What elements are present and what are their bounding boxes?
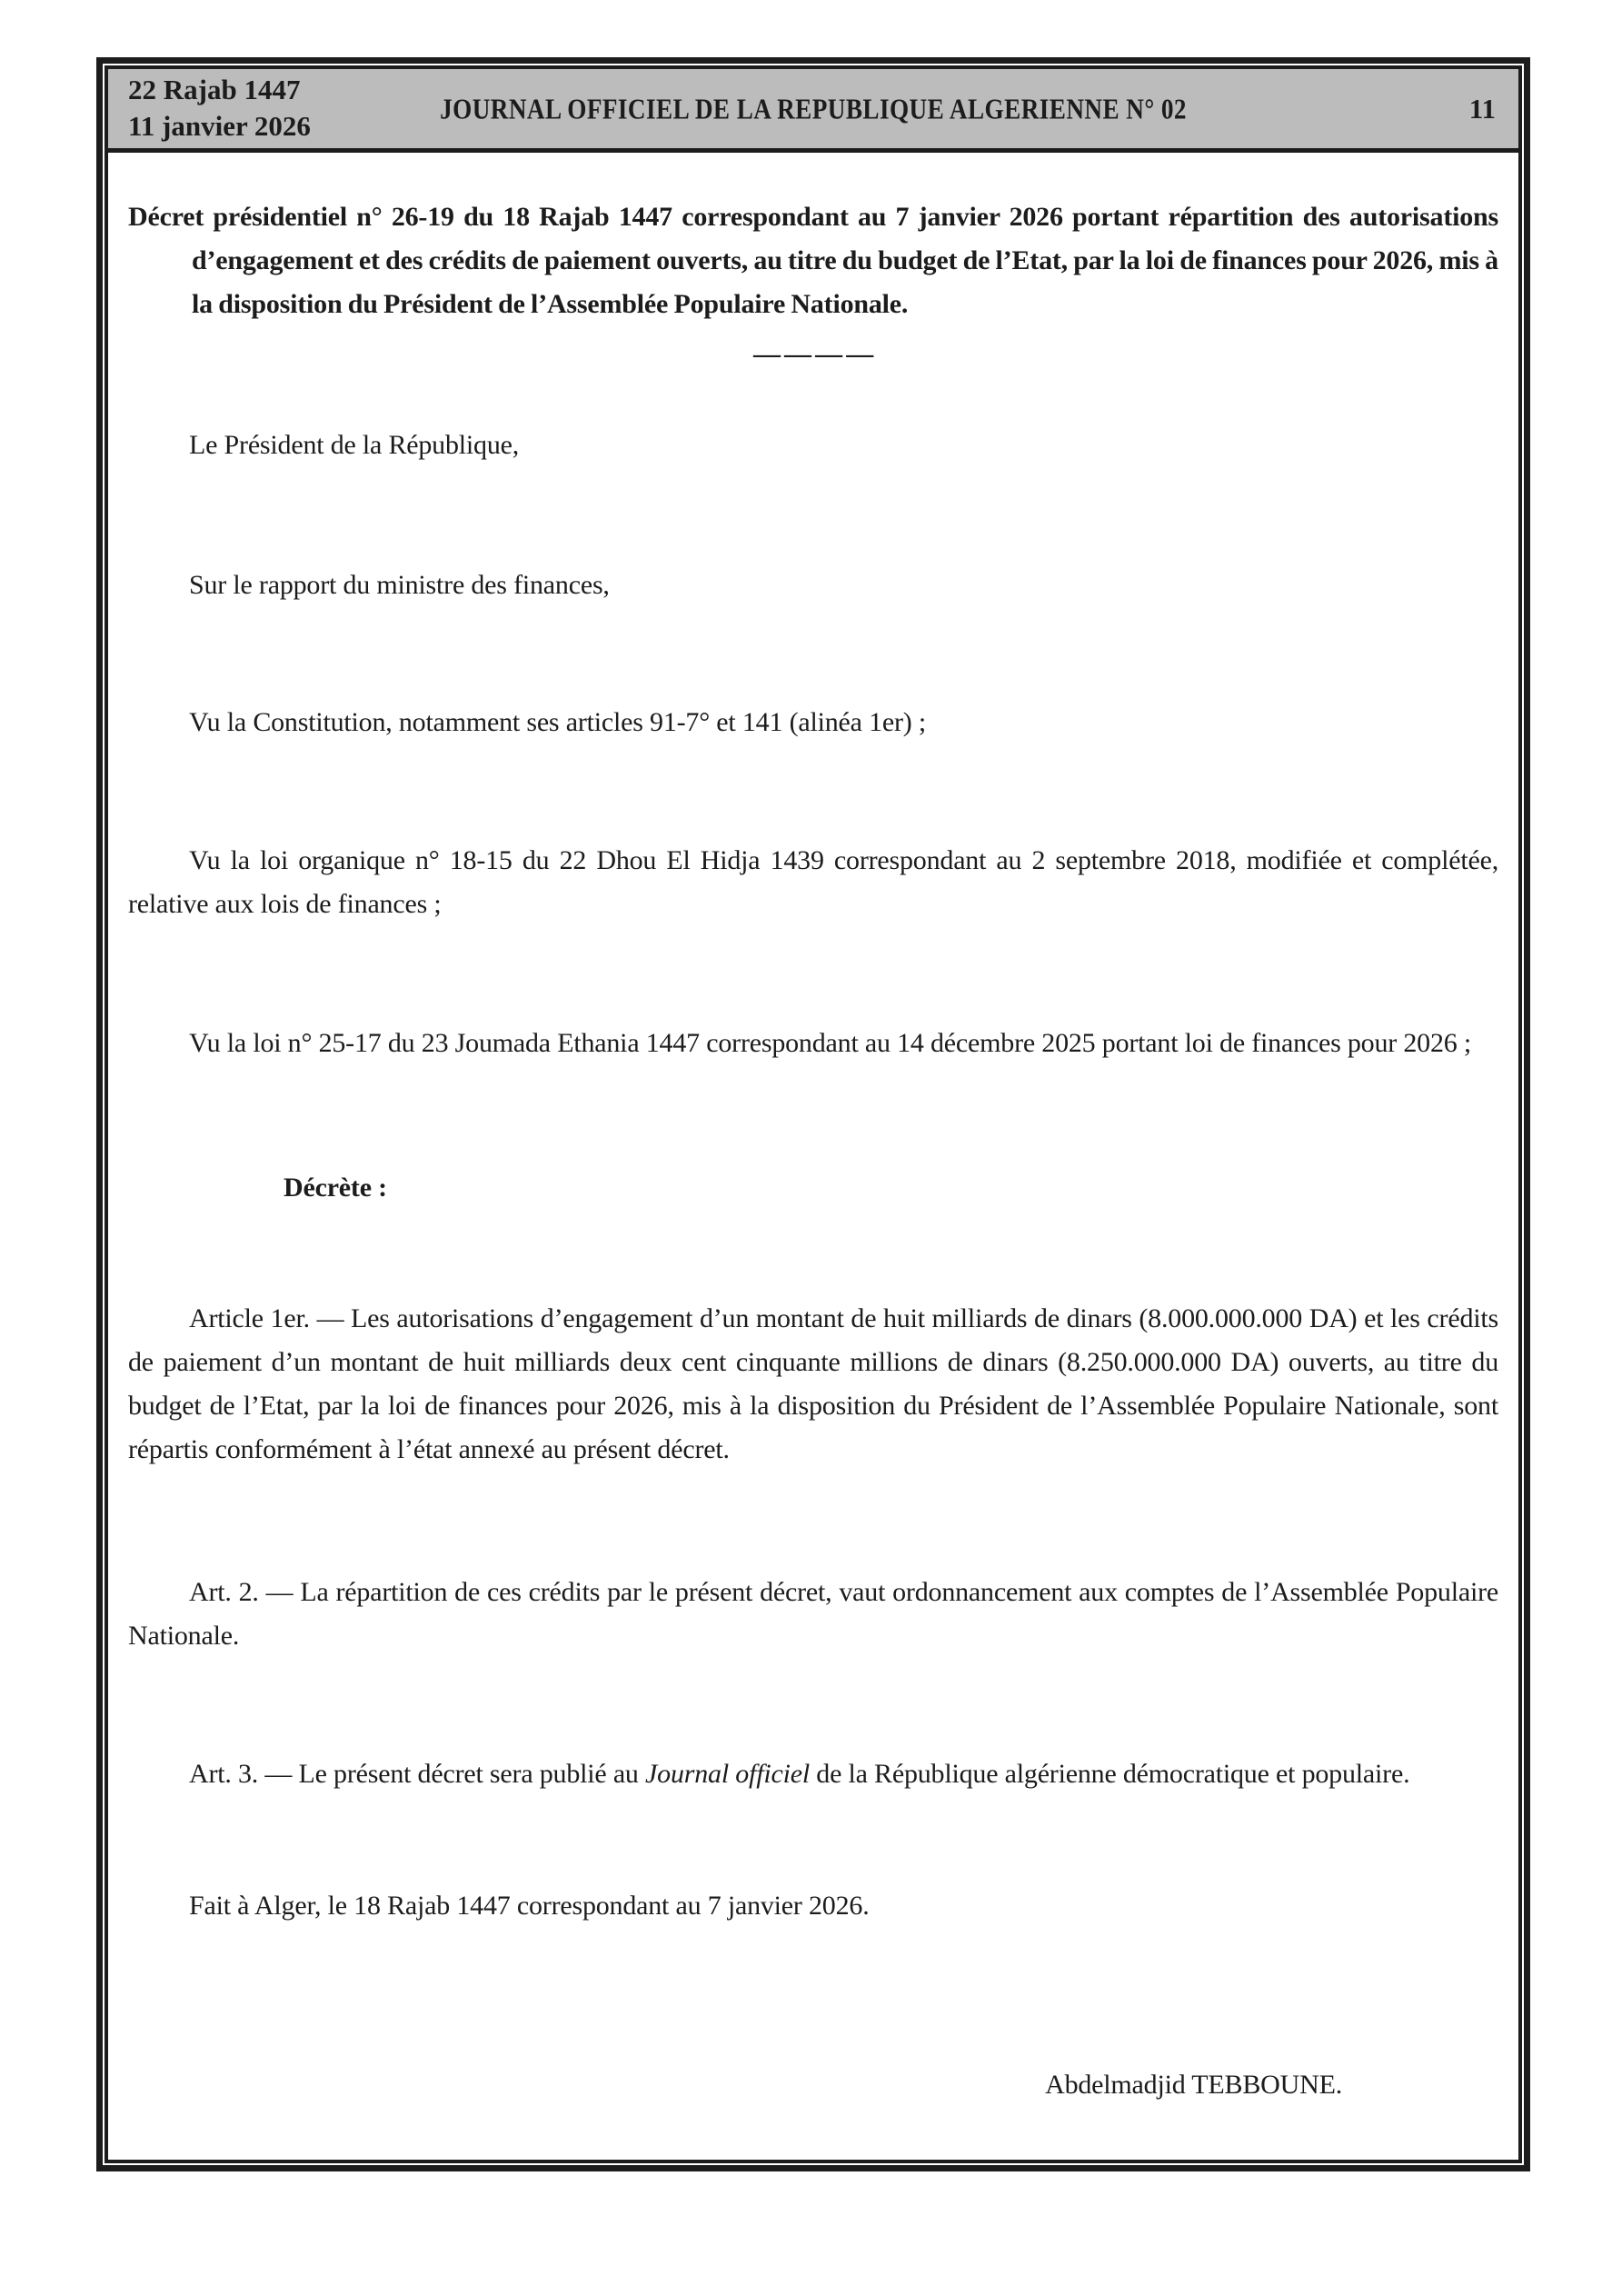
header-date-hijri: 22 Rajab 1447	[128, 74, 301, 105]
article-1-paragraph: Article 1er. — Les autorisations d’engagement d’un montant de huit milliards de dinars (8.000.000.000 DA) et les crédits de paiement d’un montant de huit milliards deux cent cinquante millions de dinars (8.250.000.000 DA) ouverts, au titre du budget de l’Etat, par la loi de finances pour 2026, mis à la disposition du Président de l’Assemblée Populaire Nationale, sont répartis conformément à l’état annexé au présent décret.	[128, 1303, 1498, 1464]
decree-body	[108, 195, 1518, 2107]
header-date-gregorian: 11 janvier 2026	[128, 110, 311, 142]
article-3-paragraph	[128, 1752, 1498, 1796]
journal-title: JOURNAL OFFICIEL DE LA REPUBLIQUE ALGERIENNE N° 02	[440, 92, 1187, 125]
preamble-loi-organique: Vu la loi organique n° 18-15 du 22 Dhou El Hidja 1439 correspondant au 2 septembre 2018, modifiée et complétée, relative aux lois de finances ;	[128, 845, 1498, 919]
article-3-prefix: Art. 3. — Le présent décret sera publié au	[189, 1759, 646, 1789]
signature: Abdelmadjid TEBBOUNE.	[1045, 2070, 1342, 2100]
decree-title: Décret présidentiel n° 26-19 du 18 Rajab 1447 correspondant au 7 janvier 2026 portant répartition des autorisations d’engagement et des crédits de paiement ouverts, au titre du budget de l’Etat, par la loi de finances pour 2026, mis à la disposition du Président de l’Assemblée Populaire Nationale.	[128, 202, 1498, 319]
page-border-outer	[96, 57, 1530, 2171]
preamble-constitution: Vu la Constitution, notamment ses articles 91-7° et 141 (alinéa 1er) ;	[189, 707, 927, 737]
closing-paragraph: Fait à Alger, le 18 Rajab 1447 correspondant au 7 janvier 2026.	[189, 1891, 870, 1921]
decrete-label: Décrète :	[284, 1173, 387, 1203]
preamble-rapport: Sur le rapport du ministre des finances,	[189, 570, 610, 600]
page-border-inner	[104, 65, 1522, 2163]
header-band	[108, 69, 1518, 153]
article-3-suffix: de la République algérienne démocratique et populaire.	[809, 1759, 1410, 1789]
article-2-paragraph: Art. 2. — La répartition de ces crédits par le présent décret, vaut ordonnancement aux comptes de l’Assemblée Populaire Nationale.	[128, 1577, 1498, 1651]
journal-officiel-italic: Journal officiel	[645, 1759, 810, 1789]
preamble-loi-finances: Vu la loi n° 25-17 du 23 Joumada Ethania 1447 correspondant au 14 décembre 2025 portant loi de finances pour 2026 ;	[189, 1028, 1472, 1058]
header-dates	[128, 72, 311, 145]
section-separator: — — — —	[752, 339, 874, 369]
preamble-president: Le Président de la République,	[189, 430, 520, 460]
page-number: 11	[1468, 92, 1496, 125]
